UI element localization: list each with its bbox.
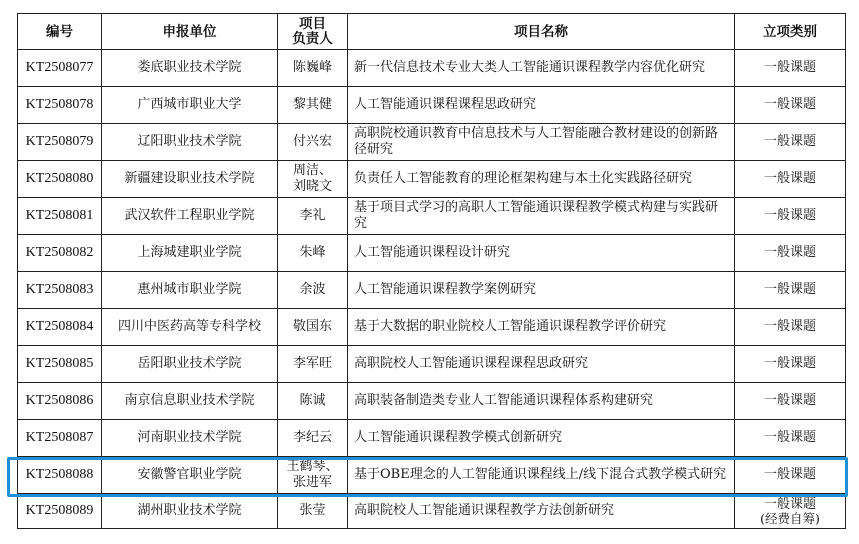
cell-leader: [278, 50, 348, 87]
cell-category-text: 一般课题: [763, 171, 816, 186]
cell-category-text: 一般课题: [763, 467, 816, 482]
cell-category: [735, 346, 846, 383]
cell-category: [735, 161, 846, 198]
table-header-row: [18, 14, 846, 50]
cell-id: [18, 198, 102, 235]
table-row: [18, 420, 846, 457]
cell-id-text: KT2508083: [25, 282, 94, 297]
header-id: 编号: [18, 14, 102, 50]
table-row: [18, 272, 846, 309]
cell-project-name: [348, 87, 735, 124]
cell-unit-text: 新疆建设职业技术学院: [124, 171, 255, 186]
cell-leader: [278, 346, 348, 383]
cell-category-text: 一般课题: [763, 393, 816, 408]
cell-unit-text: 安徽警官职业学院: [137, 467, 242, 482]
cell-unit: [102, 161, 278, 198]
cell-id-text: KT2508082: [25, 245, 94, 260]
cell-category-text: 一般课题: [763, 97, 816, 112]
cell-project-name: [348, 235, 735, 272]
cell-project-name-text: 人工智能通识课程课程思政研究: [354, 97, 537, 112]
cell-category-text: 一般课题: [763, 134, 816, 149]
cell-leader-text: 陈巍峰: [292, 60, 332, 75]
cell-id: [18, 420, 102, 457]
header-leader: 项目 负责人: [278, 14, 348, 50]
cell-id-text: KT2508087: [25, 430, 94, 445]
cell-unit: [102, 383, 278, 420]
header-category: 立项类别: [735, 14, 846, 50]
table-row: [18, 235, 846, 272]
cell-project-name: [348, 383, 735, 420]
table-row: [18, 161, 846, 198]
table-row: [18, 494, 846, 529]
cell-id: [18, 235, 102, 272]
table-row: [18, 457, 846, 494]
table-row: [18, 346, 846, 383]
cell-category: [735, 124, 846, 161]
cell-unit: [102, 124, 278, 161]
cell-leader: [278, 198, 348, 235]
cell-project-name-text: 高职装备制造类专业人工智能通识课程体系构建研究: [354, 393, 654, 408]
cell-id-text: KT2508078: [25, 97, 94, 112]
cell-unit-text: 四川中医药高等专科学校: [117, 319, 261, 334]
cell-id: [18, 309, 102, 346]
project-table: [17, 13, 846, 529]
header-name: 项目名称: [348, 14, 735, 50]
cell-id: [18, 346, 102, 383]
cell-category: [735, 198, 846, 235]
cell-unit-text: 南京信息职业技术学院: [124, 393, 255, 408]
cell-unit-text: 武汉软件工程职业学院: [124, 208, 255, 223]
cell-unit: [102, 346, 278, 383]
cell-project-name: [348, 124, 735, 161]
cell-leader-text: 朱峰: [299, 245, 326, 260]
cell-leader: [278, 309, 348, 346]
cell-category: [735, 87, 846, 124]
cell-project-name: [348, 420, 735, 457]
cell-leader: [278, 87, 348, 124]
cell-project-name: [348, 457, 735, 494]
cell-project-name-text: 负责任人工智能教育的理论框架构建与本土化实践路径研究: [354, 171, 693, 186]
cell-id-text: KT2508080: [25, 171, 94, 186]
cell-project-name: [348, 309, 735, 346]
cell-leader-text: 李纪云: [292, 430, 332, 445]
cell-id: [18, 50, 102, 87]
cell-category: [735, 457, 846, 494]
cell-unit: [102, 198, 278, 235]
cell-category: [735, 50, 846, 87]
cell-leader: [278, 494, 348, 529]
cell-unit: [102, 272, 278, 309]
cell-project-name-text: 人工智能通识课程教学案例研究: [354, 282, 537, 297]
cell-id-text: KT2508088: [25, 467, 94, 482]
cell-project-name-text: 高职院校人工智能通识课程教学方法创新研究: [354, 503, 615, 518]
cell-category: [735, 272, 846, 309]
cell-id-text: KT2508085: [25, 356, 94, 371]
cell-unit: [102, 494, 278, 529]
cell-id: [18, 457, 102, 494]
cell-unit-text: 娄底职业技术学院: [137, 60, 242, 75]
cell-unit: [102, 420, 278, 457]
cell-leader-text: 付兴宏: [292, 134, 332, 149]
cell-category-text: 一般课题: [763, 208, 816, 223]
cell-category-text: 一般课题: [763, 319, 816, 334]
category-note: (经费自筹): [760, 511, 820, 526]
cell-category: [735, 235, 846, 272]
table-row: [18, 124, 846, 161]
cell-leader-text: 李军旺: [292, 356, 332, 371]
cell-unit-text: 辽阳职业技术学院: [137, 134, 242, 149]
cell-category: [735, 494, 846, 529]
cell-unit-text: 岳阳职业技术学院: [137, 356, 242, 371]
table-row: [18, 50, 846, 87]
cell-category-text: 一般课题: [763, 356, 816, 371]
cell-id: [18, 161, 102, 198]
cell-id-text: KT2508079: [25, 134, 94, 149]
cell-unit: [102, 50, 278, 87]
cell-category: [735, 309, 846, 346]
cell-unit: [102, 235, 278, 272]
cell-id: [18, 272, 102, 309]
cell-project-name-text: 基于项目式学习的高职人工智能通识课程教学模式构建与实践研究: [354, 200, 719, 231]
cell-project-name-text: 高职院校人工智能通识课程课程思政研究: [354, 356, 589, 371]
cell-unit: [102, 309, 278, 346]
cell-unit-text: 湖州职业技术学院: [137, 503, 242, 518]
cell-project-name: [348, 50, 735, 87]
cell-leader-text: 李礼: [299, 208, 326, 223]
cell-id-text: KT2508086: [25, 393, 94, 408]
cell-id-text: KT2508089: [25, 503, 94, 518]
cell-project-name: [348, 494, 735, 529]
cell-leader-text: 周洁、 刘晓文: [292, 163, 332, 194]
cell-category: [735, 383, 846, 420]
table-row: [18, 87, 846, 124]
cell-unit-text: 广西城市职业大学: [137, 97, 242, 112]
cell-id: [18, 383, 102, 420]
cell-project-name-text: 人工智能通识课程教学模式创新研究: [354, 430, 563, 445]
cell-leader: [278, 383, 348, 420]
cell-category-text: 一般课题: [763, 282, 816, 297]
cell-id-text: KT2508084: [25, 319, 94, 334]
cell-category: [735, 420, 846, 457]
cell-id-text: KT2508077: [25, 60, 94, 75]
cell-project-name: [348, 272, 735, 309]
cell-category-text: 一般课题: [763, 60, 816, 75]
cell-id: [18, 87, 102, 124]
table-row: [18, 198, 846, 235]
cell-leader: [278, 420, 348, 457]
cell-unit: [102, 87, 278, 124]
cell-project-name: [348, 161, 735, 198]
table-row: [18, 309, 846, 346]
cell-id-text: KT2508081: [25, 208, 94, 223]
cell-leader: [278, 272, 348, 309]
cell-id: [18, 124, 102, 161]
cell-leader-text: 余波: [299, 282, 326, 297]
cell-category-text: 一般课题: [763, 497, 816, 512]
cell-project-name-text: 新一代信息技术专业大类人工智能通识课程教学内容优化研究: [354, 60, 706, 75]
cell-project-name-text: 人工智能通识课程设计研究: [354, 245, 511, 260]
cell-leader-text: 黎其健: [292, 97, 332, 112]
header-unit: 申报单位: [102, 14, 278, 50]
cell-project-name-text: 基于大数据的职业院校人工智能通识课程教学评价研究: [354, 319, 667, 334]
cell-leader: [278, 161, 348, 198]
cell-unit: [102, 457, 278, 494]
cell-category-text: 一般课题: [763, 245, 816, 260]
cell-leader: [278, 124, 348, 161]
cell-category-text: 一般课题: [763, 430, 816, 445]
cell-leader: [278, 457, 348, 494]
cell-unit-text: 河南职业技术学院: [137, 430, 242, 445]
cell-leader: [278, 235, 348, 272]
table-row: [18, 383, 846, 420]
cell-leader-text: 陈诚: [299, 393, 326, 408]
cell-leader-text: 敬国东: [292, 319, 332, 334]
cell-leader-text: 张莹: [299, 503, 326, 518]
cell-unit-text: 惠州城市职业学院: [137, 282, 242, 297]
cell-unit-text: 上海城建职业学院: [137, 245, 242, 260]
table-body: [18, 50, 846, 529]
cell-project-name: [348, 198, 735, 235]
cell-leader-text: 王鹤琴、 张进军: [286, 459, 339, 490]
cell-project-name-text: 高职院校通识教育中信息技术与人工智能融合教材建设的创新路径研究: [354, 126, 719, 157]
cell-project-name-text: 基于OBE理念的人工智能通识课程线上/线下混合式教学模式研究: [354, 467, 727, 482]
cell-id: [18, 494, 102, 529]
cell-project-name: [348, 346, 735, 383]
